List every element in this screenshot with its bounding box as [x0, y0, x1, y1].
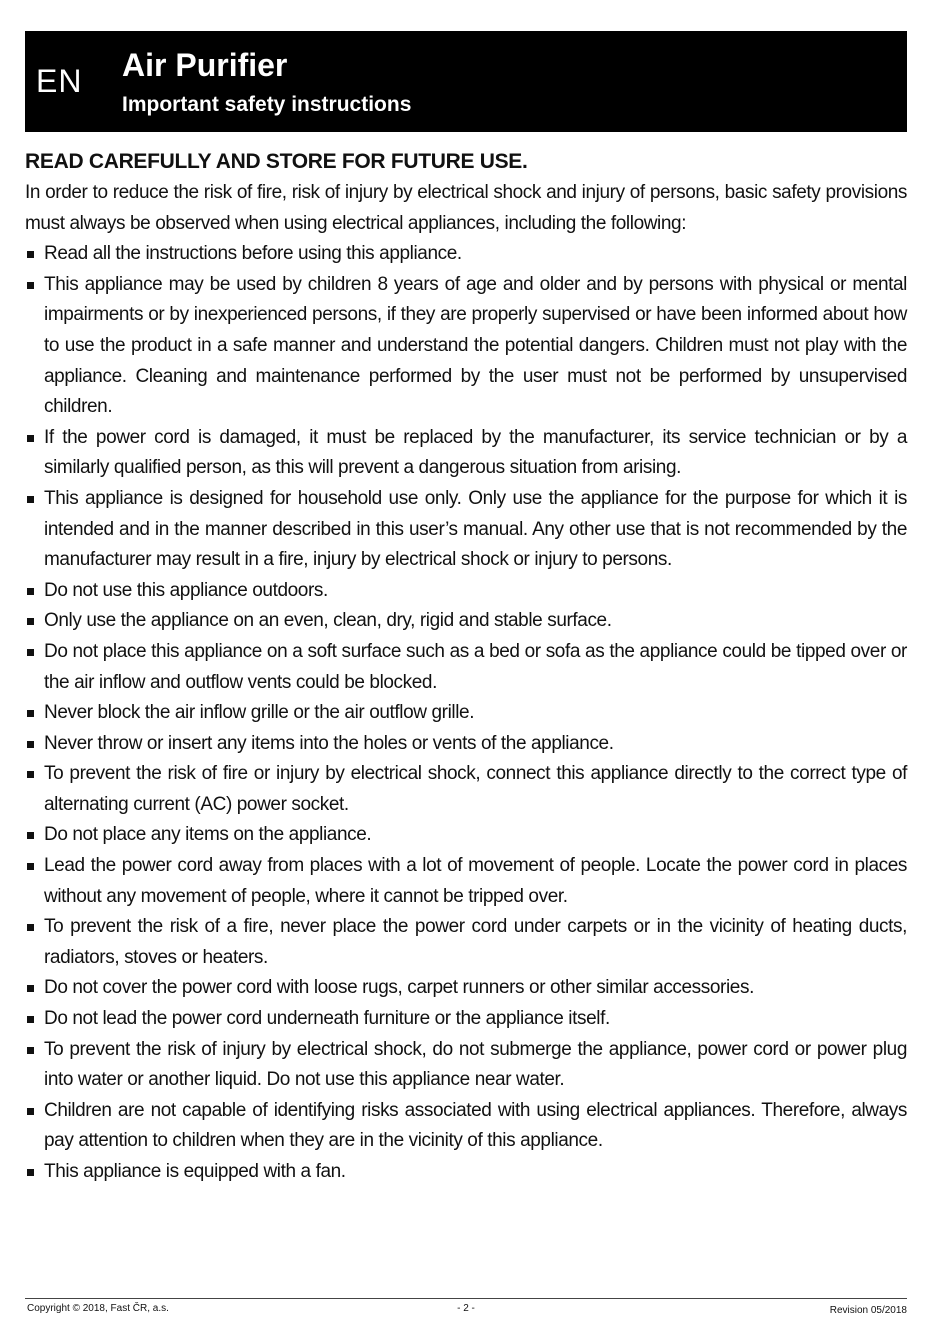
safety-instructions: [25, 146, 907, 1188]
page-footer: [25, 1298, 907, 1316]
list-item-text: This appliance may be used by children 8 years of age and older and by persons with physical or mental impairments or by inexperienced persons, if they are properly supervised or have been informed about how to use the product in a safe manner and understand the potential dangers. Children must not play with the appliance. Cleaning and maintenance performed by the user must not be performed by unsupervised children.: [44, 273, 907, 418]
copyright-text: Copyright © 2018, Fast ČR, a.s.: [27, 1303, 169, 1314]
list-item: [25, 270, 907, 423]
document-title: Air Purifier: [122, 47, 288, 83]
list-item: [25, 637, 907, 698]
list-item-text: Children are not capable of identifying risks associated with using electrical appliances. Therefore, always pay attention to children when they are in the vicinity of this appliance.: [44, 1099, 907, 1152]
bullet-icon: [27, 588, 34, 595]
bullet-icon: [27, 832, 34, 839]
list-item-text: This appliance is designed for household use only. Only use the appliance for the purpose for which it is intended and in the manner described in this user’s manual. Any other use that is not recommended by the manufacturer may result in a fire, injury by electrical shock or injury to persons.: [44, 487, 907, 571]
list-item: [25, 606, 907, 637]
list-item-text: Never throw or insert any items into the holes or vents of the appliance.: [44, 732, 614, 754]
list-item: [25, 1096, 907, 1157]
list-item: [25, 698, 907, 729]
bullet-icon: [27, 710, 34, 717]
list-item: [25, 1004, 907, 1035]
list-item-text: Do not lead the power cord underneath furniture or the appliance itself.: [44, 1008, 610, 1030]
bullet-icon: [27, 649, 34, 656]
list-item: [25, 423, 907, 484]
list-item-text: This appliance is equipped with a fan.: [44, 1161, 346, 1182]
bullet-icon: [27, 863, 34, 870]
bullet-icon: [27, 496, 34, 503]
bullet-icon: [27, 1047, 34, 1054]
list-item: [25, 912, 907, 973]
list-item-text: To prevent the risk of fire or injury by electrical shock, connect this appliance directly to the correct type of alternating current (AC) power socket.: [44, 763, 907, 815]
language-code: EN: [36, 63, 83, 99]
list-item: [25, 820, 907, 851]
document-header: [25, 31, 907, 132]
bullet-icon: [27, 1016, 34, 1023]
list-item: [25, 1035, 907, 1096]
document-subtitle: Important safety instructions: [122, 93, 412, 116]
page-number: - 2 -: [457, 1303, 475, 1314]
list-item-text: Do not place this appliance on a soft surface such as a bed or sofa as the appliance could be tipped over or the air inflow and outflow vents could be blocked.: [44, 640, 907, 693]
list-item-text: Never block the air inflow grille or the air outflow grille.: [44, 702, 475, 724]
list-item: [25, 729, 907, 760]
list-item: [25, 851, 907, 912]
instruction-list: [25, 239, 907, 1187]
list-item-text: Lead the power cord away from places with a lot of movement of people. Locate the power cord in places without any movement of people, where it cannot be tripped over.: [44, 855, 907, 907]
list-item-text: To prevent the risk of injury by electrical shock, do not submerge the appliance, power cord or power plug into water or another liquid. Do not use this appliance near water.: [44, 1038, 907, 1091]
list-item-text: Only use the appliance on an even, clean, dry, rigid and stable surface.: [44, 610, 612, 632]
list-item: [25, 576, 907, 607]
list-item: [25, 239, 907, 270]
bullet-icon: [27, 1169, 34, 1176]
bullet-icon: [27, 282, 34, 289]
bullet-icon: [27, 618, 34, 625]
bullet-icon: [27, 1108, 34, 1115]
list-item-text: Read all the instructions before using this appliance.: [44, 243, 462, 265]
list-item: [25, 759, 907, 820]
list-item-text: Do not use this appliance outdoors.: [44, 579, 328, 601]
list-item-text: To prevent the risk of a fire, never place the power cord under carpets or in the vicinity of heating ducts, radiators, stoves or heaters.: [44, 916, 907, 968]
list-item-text: Do not cover the power cord with loose rugs, carpet runners or other similar accessories.: [44, 977, 754, 999]
list-item: [25, 1157, 907, 1188]
intro-paragraph: In order to reduce the risk of fire, risk of injury by electrical shock and injury of persons, basic safety provisions must always be observed when using electrical appliances, including the following:: [25, 182, 907, 234]
bullet-icon: [27, 741, 34, 748]
bullet-icon: [27, 985, 34, 992]
bullet-icon: [27, 435, 34, 442]
list-item: [25, 973, 907, 1004]
section-heading: READ CAREFULLY AND STORE FOR FUTURE USE.: [25, 150, 528, 173]
list-item-text: Do not place any items on the appliance.: [44, 824, 372, 846]
bullet-icon: [27, 771, 34, 778]
list-item-text: If the power cord is damaged, it must be replaced by the manufacturer, its service technician or by a similarly qualified person, as this will prevent a dangerous situation from arising.: [44, 426, 907, 479]
bullet-icon: [27, 924, 34, 931]
bullet-icon: [27, 251, 34, 258]
revision-text: Revision 05/2018: [829, 1305, 907, 1316]
list-item: [25, 484, 907, 576]
